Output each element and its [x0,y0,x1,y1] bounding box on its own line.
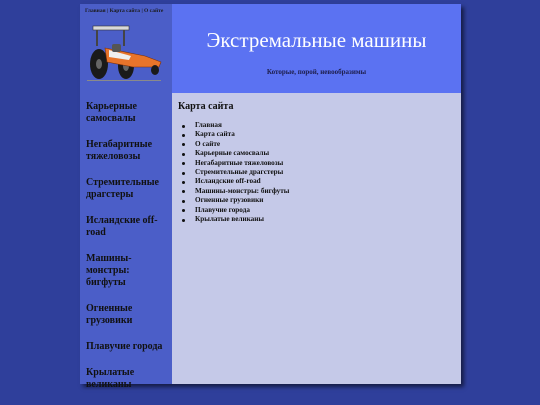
sidebar-item-oversized-haulers[interactable]: Негабаритные тяжеловозы [86,139,153,162]
sidebar-item-fire-trucks[interactable]: Огненные грузовики [86,303,133,326]
sitemap-link-home[interactable]: Главная [179,121,289,130]
sidebar [80,4,172,390]
sitemap-link-oversized-haulers[interactable]: Негабаритные тяжеловозы [179,159,289,168]
sitemap-link-icelandic-off-road[interactable]: Исландские off-road [179,177,289,186]
sitemap-link-fire-trucks[interactable]: Огненные грузовики [179,196,289,205]
sidebar-menu [86,101,168,405]
sidebar-item-winged-giants[interactable]: Крылатые великаны [86,367,135,390]
top-nav [85,8,173,14]
header [172,4,461,93]
sitemap-link-sitemap[interactable]: Карта сайта [179,130,289,139]
page-title: Карта сайта [178,101,234,112]
sitemap-list [179,121,289,224]
sitemap-link-winged-giants[interactable]: Крылатые великаны [179,215,289,224]
sidebar-item-icelandic-off-road[interactable]: Исландские off-road [86,215,158,238]
sitemap-link-floating-cities[interactable]: Плавучие города [179,206,289,215]
nav-link-about[interactable]: О сайте [144,8,164,14]
main-content [172,93,461,384]
nav-link-sitemap[interactable]: Карта сайта [109,8,141,14]
sidebar-item-mining-dump-trucks[interactable]: Карьерные самосвалы [86,101,137,124]
sitemap-link-monster-trucks[interactable]: Машины-монстры: бигфуты [179,187,289,196]
nav-separator: | [141,8,143,14]
sidebar-item-dragsters[interactable]: Стремительные драгстеры [86,177,159,200]
page-container [80,4,461,390]
sidebar-item-monster-trucks[interactable]: Машины-монстры: бигфуты [86,253,132,288]
sitemap-link-about[interactable]: О сайте [179,140,289,149]
dragster-car-icon[interactable] [85,20,165,84]
sitemap-link-mining-dump-trucks[interactable]: Карьерные самосвалы [179,149,289,158]
site-title: Экстремальные машины [206,28,427,52]
nav-link-home[interactable]: Главная [85,8,106,14]
site-subtitle: Которые, порой, невообразимы [266,68,367,76]
sidebar-item-floating-cities[interactable]: Плавучие города [86,341,163,352]
sitemap-link-dragsters[interactable]: Стремительные драгстеры [179,168,289,177]
nav-separator: | [106,8,109,14]
